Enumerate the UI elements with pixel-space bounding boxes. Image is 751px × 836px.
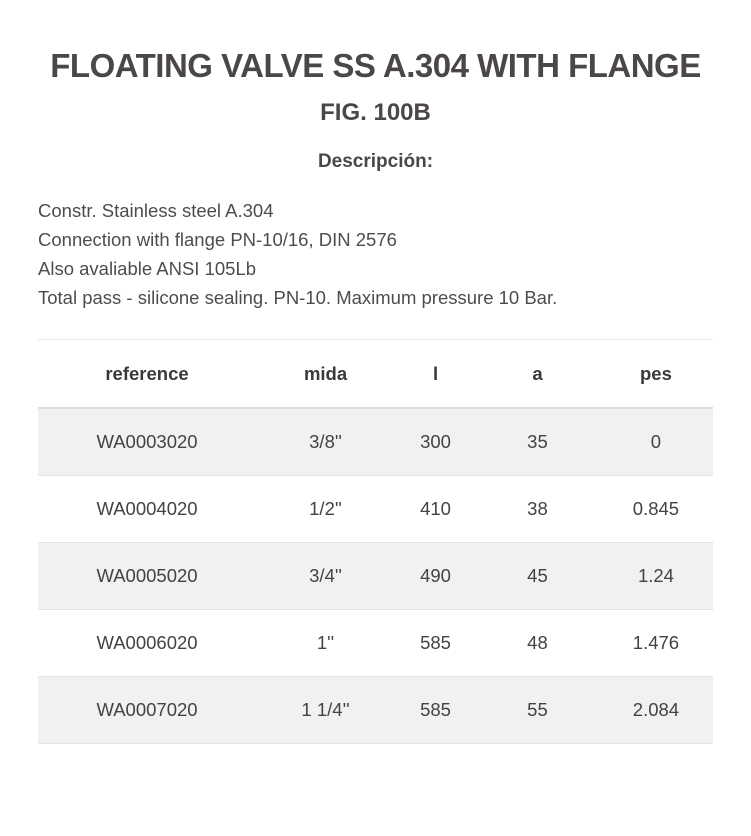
cell-mida: 3/4'' xyxy=(256,543,395,610)
cell-a: 45 xyxy=(476,543,599,610)
column-header-l: l xyxy=(395,340,476,409)
cell-pes: 0.845 xyxy=(599,476,713,543)
description-line-pressure: Total pass - silicone sealing. PN-10. Maximum pressure 10 Bar. xyxy=(38,287,558,308)
table-row xyxy=(38,476,713,543)
cell-mida: 1'' xyxy=(256,610,395,677)
table-row xyxy=(38,677,713,744)
cell-reference: WA0007020 xyxy=(38,677,256,744)
description-line-construction: Constr. Stainless steel A.304 xyxy=(38,200,274,221)
cell-reference: WA0006020 xyxy=(38,610,256,677)
column-header-a: a xyxy=(476,340,599,409)
cell-l: 410 xyxy=(395,476,476,543)
description-text xyxy=(38,196,713,312)
cell-l: 585 xyxy=(395,610,476,677)
column-header-reference: reference xyxy=(38,340,256,409)
product-spec-page xyxy=(0,46,751,744)
description-line-connection: Connection with flange PN-10/16, DIN 2576 xyxy=(38,229,397,250)
cell-a: 55 xyxy=(476,677,599,744)
column-header-pes: pes xyxy=(599,340,713,409)
cell-mida: 1 1/4'' xyxy=(256,677,395,744)
table-row xyxy=(38,408,713,476)
description-label: Descripción: xyxy=(317,151,434,172)
column-header-mida: mida xyxy=(256,340,395,409)
cell-a: 48 xyxy=(476,610,599,677)
table-row xyxy=(38,543,713,610)
cell-pes: 0 xyxy=(599,408,713,476)
cell-a: 35 xyxy=(476,408,599,476)
cell-reference: WA0003020 xyxy=(38,408,256,476)
cell-reference: WA0004020 xyxy=(38,476,256,543)
table-row xyxy=(38,610,713,677)
cell-l: 490 xyxy=(395,543,476,610)
cell-pes: 2.084 xyxy=(599,677,713,744)
cell-l: 585 xyxy=(395,677,476,744)
cell-pes: 1.24 xyxy=(599,543,713,610)
cell-reference: WA0005020 xyxy=(38,543,256,610)
table-header-row xyxy=(38,340,713,409)
cell-mida: 1/2'' xyxy=(256,476,395,543)
cell-l: 300 xyxy=(395,408,476,476)
cell-mida: 3/8'' xyxy=(256,408,395,476)
figure-subtitle: FIG. 100B xyxy=(320,99,431,126)
description-line-ansi: Also avaliable ANSI 105Lb xyxy=(38,258,257,279)
page-title: FLOATING VALVE SS A.304 WITH FLANGE xyxy=(50,47,701,84)
spec-table xyxy=(38,339,713,744)
cell-a: 38 xyxy=(476,476,599,543)
cell-pes: 1.476 xyxy=(599,610,713,677)
